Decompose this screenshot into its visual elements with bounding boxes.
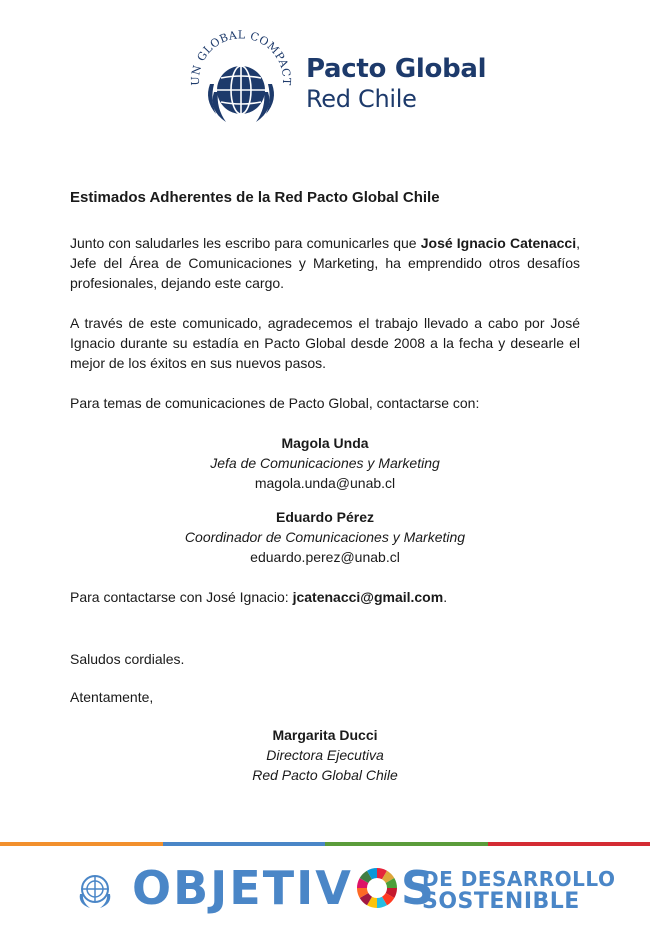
contact-role: Jefa de Comunicaciones y Marketing <box>210 455 440 471</box>
contact-email[interactable]: magola.unda@unab.cl <box>254 475 396 491</box>
contact-name: Eduardo Pérez <box>275 509 375 525</box>
greeting: Estimados Adherentes de la Red Pacto Global Chile <box>70 189 440 206</box>
paragraph-personal-contact <box>70 587 580 607</box>
desarrollo-sostenible-wordmark <box>422 868 615 914</box>
seal-text-path: UN GLOBAL COMPACT <box>188 30 294 86</box>
contact-email[interactable]: eduardo.perez@unab.cl <box>250 549 400 565</box>
signature-block <box>70 725 580 785</box>
closing-sign-off: Atentamente, <box>70 689 154 705</box>
personal-email-link[interactable]: jcatenacci@gmail.com <box>292 589 444 605</box>
letterhead <box>0 0 650 160</box>
un-global-compact-logo <box>186 30 296 140</box>
sdg-footer <box>0 842 650 935</box>
signatory-org: Red Pacto Global Chile <box>252 767 398 783</box>
p4-period: . <box>443 589 448 605</box>
objetivos-text-b: S <box>400 861 436 915</box>
brand-subtitle: Red Chile <box>306 85 417 113</box>
desarrollo-line-2: SOSTENIBLE <box>422 889 580 914</box>
closing-greeting: Saludos cordiales. <box>70 651 185 667</box>
contact-name: Magola Unda <box>281 435 369 451</box>
contact-block-2 <box>70 507 580 567</box>
desarrollo-line-1: DE DESARROLLO <box>422 867 616 891</box>
contact-role: Coordinador de Comunicaciones y Marketing <box>184 529 466 545</box>
p1-text-end: , Jefe del Área de Comunicaciones y Marketing, ha emprendido otros desafíos profesionales, dejando este cargo. <box>70 235 580 291</box>
p4-text: Para contactarse con José Ignacio: <box>70 589 293 605</box>
brand-title: Pacto Global <box>306 54 487 84</box>
stripe-blue <box>163 842 326 846</box>
paragraph-announcement <box>70 233 580 293</box>
stripe-red <box>488 842 650 846</box>
objetivos-text-a: OBJETIV <box>132 861 353 915</box>
signatory-role: Directora Ejecutiva <box>266 747 384 763</box>
paragraph-contact-intro: Para temas de comunicaciones de Pacto Global, contactarse con: <box>70 395 480 411</box>
contact-block-1 <box>70 433 580 493</box>
p1-text-start: Junto con saludarles les escribo para comunicarles que <box>70 235 421 251</box>
objetivos-wordmark <box>132 860 436 916</box>
color-stripe <box>0 842 650 846</box>
brand-wordmark <box>306 54 486 114</box>
un-emblem-icon <box>74 868 116 910</box>
stripe-green <box>325 842 488 846</box>
p1-person-name: José Ignacio Catenacci <box>420 235 577 251</box>
letter-body <box>70 188 580 785</box>
stripe-orange <box>0 842 163 846</box>
signatory-name: Margarita Ducci <box>272 727 378 743</box>
paragraph-thanks: A través de este comunicado, agradecemos el trabajo llevado a cabo por José Ignacio durante su estadía en Pacto Global desde 2008 a la fecha y desearle el mejor de los éxitos en sus nuevos pasos. <box>70 315 580 371</box>
sdg-wheel-icon <box>355 866 399 910</box>
